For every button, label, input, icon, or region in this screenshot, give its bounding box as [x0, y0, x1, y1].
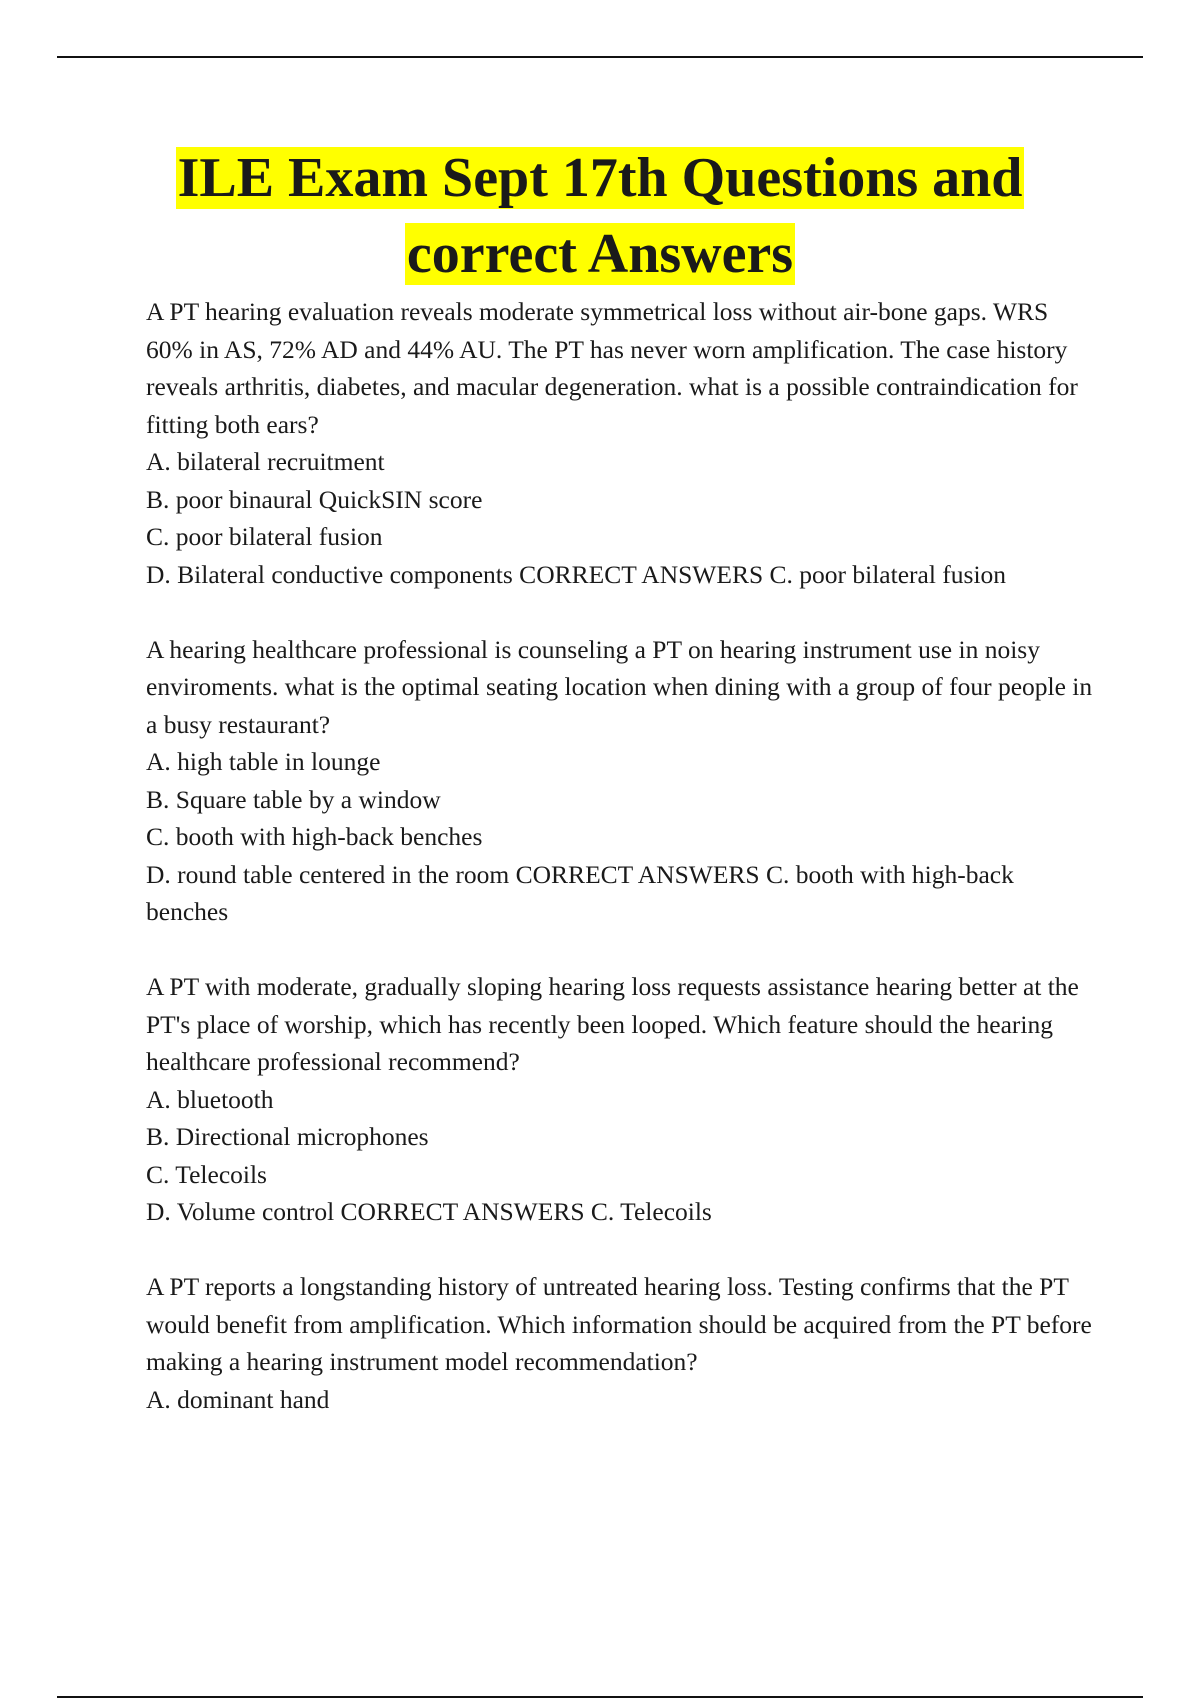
document-title	[0, 140, 1200, 292]
question-stem: A hearing healthcare professional is counseling a PT on hearing instrument use in noisy enviroments. what is the optimal seating location when dining with a group of four people in a busy restaurant?	[146, 634, 1093, 739]
question-4	[146, 1268, 1096, 1418]
option-c: C. Telecoils	[146, 1159, 267, 1189]
option-a: A. bluetooth	[146, 1084, 274, 1114]
question-1	[146, 293, 1096, 593]
question-list	[146, 293, 1096, 1456]
option-a: A. high table in lounge	[146, 747, 381, 776]
option-d-with-answer: D. Volume control CORRECT ANSWERS C. Telecoils	[146, 1197, 712, 1226]
option-d-with-answer: D. Bilateral conductive components CORRECT ANSWERS C. poor bilateral fusion	[146, 559, 1007, 589]
option-b: B. Directional microphones	[146, 1122, 429, 1151]
question-stem: A PT hearing evaluation reveals moderate symmetrical loss without air-bone gaps. WRS 60% in AS, 72% AD and 44% AU. The PT has never worn amplification. The case history reveals arthritis, diabetes, and macular degeneration. what is a possible contraindication for fitting both ears?	[146, 297, 1078, 439]
question-stem: A PT reports a longstanding history of untreated hearing loss. Testing confirms that the PT would benefit from amplification. Which information should be acquired from the PT before making a hearing instrument model recommendation?	[146, 1272, 1092, 1376]
question-3	[146, 968, 1096, 1231]
title-line-2: correct Answers	[406, 223, 794, 285]
option-a: A. dominant hand	[146, 1384, 330, 1414]
option-b: B. Square table by a window	[146, 784, 441, 814]
footer-rule	[57, 1696, 1143, 1698]
header-rule	[57, 56, 1143, 58]
option-c: C. poor bilateral fusion	[146, 522, 383, 551]
option-a: A. bilateral recruitment	[146, 447, 385, 476]
title-line-1: ILE Exam Sept 17th Questions and	[177, 147, 1023, 209]
option-c: C. booth with high-back benches	[146, 822, 483, 851]
question-stem: A PT with moderate, gradually sloping hearing loss requests assistance hearing better at the PT's place of worship, which has recently been looped. Which feature should the hearing healthcare professional recommend?	[146, 972, 1079, 1076]
option-d-with-answer: D. round table centered in the room CORRECT ANSWERS C. booth with high-back benches	[146, 859, 1014, 926]
option-b: B. poor binaural QuickSIN score	[146, 484, 483, 514]
question-2	[146, 631, 1096, 931]
